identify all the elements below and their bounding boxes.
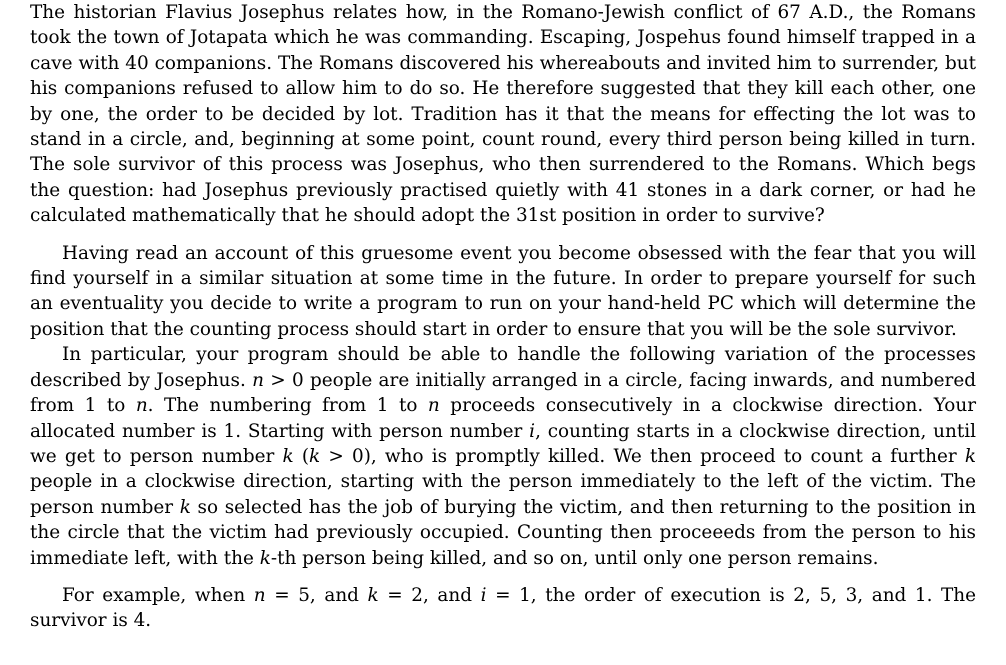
problem-statement xyxy=(30,0,976,634)
text-run: = 2, and xyxy=(378,584,481,606)
paragraph-example xyxy=(30,583,976,634)
text-run: -th person being killed, and so on, until only one person remains. xyxy=(270,547,879,569)
math-variable: n xyxy=(253,584,266,606)
math-variable: k xyxy=(309,445,321,467)
text-run: > 0 people are initially arranged in a circle, facing inwards, and numbered from 1 to xyxy=(30,369,976,417)
text-run: proceeds consecutively in a clockwise direction. Your allocated number is 1. Starting with person number xyxy=(30,395,977,442)
math-variable: k xyxy=(367,584,379,606)
text-run: The historian Flavius Josephus relates how, in the Romano-Jewish conflict of 67 A.D., the Romans took the town of Jotapata which he was commanding. Escaping, Jospehus found himself trapped in a cave with 40 companions. The Romans discovered his whereabouts and invited him to surrender, but his companions refused to allow him to do so. He therefore suggested that they kill each other, one by one, the order to be decided by lot. Tradition has it that the means for effecting the lot was to stand in a circle, and, beginning at some point, count round, every third person being killed in turn. The sole survivor of this process was Josephus, who then surrendered to the Romans. Which begs the question: had Josephus previously practised quietly with 41 stones in a dark corner, or had he calculated mathematically that he should adopt the 31st position in order to survive? xyxy=(30,2,976,227)
text-run: so selected has the job of burying the victim, and then returning to the position in the circle that the victim had previously occupied. Counting then proceeeds from the person to his immediate left, with the xyxy=(30,496,976,569)
math-variable: k xyxy=(964,445,976,467)
math-variable: k xyxy=(259,547,271,569)
math-variable: n xyxy=(427,395,440,417)
paragraph-history xyxy=(30,0,976,229)
text-run: people in a clockwise direction, starting with the person immediately to the left of the victim. The person number xyxy=(30,471,976,518)
text-run: For example, when xyxy=(62,584,254,606)
text-run: = 1, the order of execution is 2, 5, 3, and 1. The survivor is 4. xyxy=(30,584,977,632)
text-run: , counting starts in a clockwise direction, until we get to person number xyxy=(30,420,977,467)
math-variable: n xyxy=(135,395,148,417)
math-variable: k xyxy=(179,496,191,518)
text-run: ( xyxy=(293,445,310,467)
math-variable: k xyxy=(282,445,294,467)
text-run: . The numbering from 1 to xyxy=(147,395,428,417)
math-variable: i xyxy=(529,420,536,442)
math-variable: n xyxy=(252,369,264,391)
text-run: > 0), who is promptly killed. We then proceed to count a further xyxy=(320,445,965,467)
text-run: = 5, and xyxy=(265,584,368,606)
paragraph-specification xyxy=(30,342,976,571)
text-run: Having read an account of this gruesome event you become obsessed with the fear that you will find yourself in a similar situation at some time in the future. In order to prepare yourself for such an eventuality you decide to write a program to run on your hand-held PC which will determine the position that the counting process should start in order to ensure that you will be the sole survivor. xyxy=(30,242,976,340)
math-variable: i xyxy=(480,584,487,606)
paragraph-motivation xyxy=(30,241,976,343)
text-run: In particular, your program should be able to handle the following variation of the processes described by Josephus. xyxy=(30,344,976,391)
